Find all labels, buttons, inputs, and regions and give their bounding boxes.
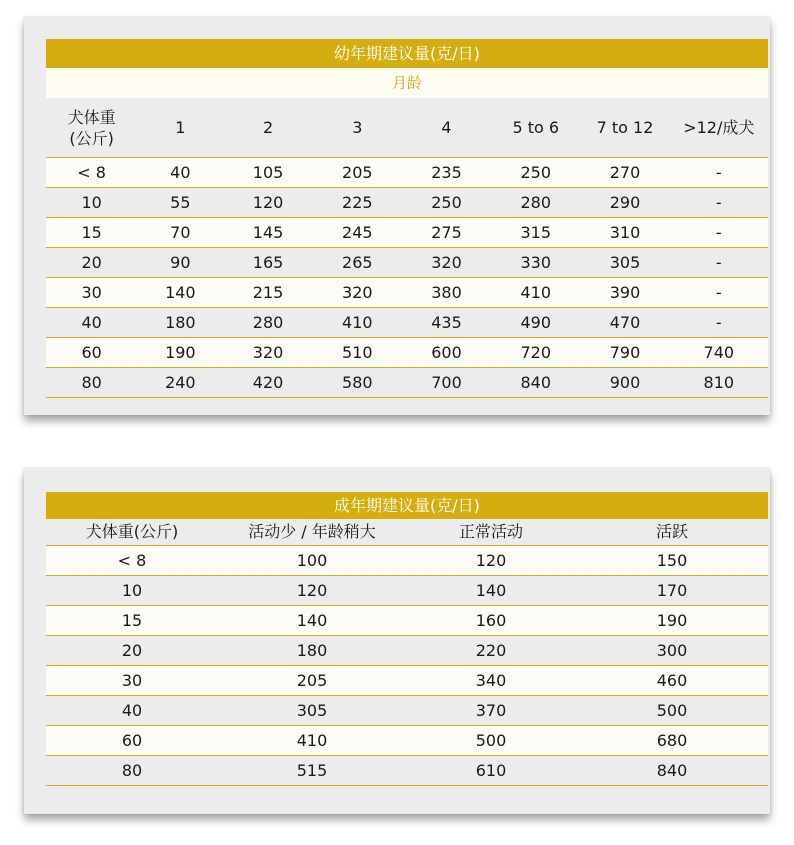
amount-cell: 840 — [491, 368, 580, 398]
weight-cell: 20 — [46, 248, 137, 278]
table-row — [46, 188, 768, 218]
weight-cell: 10 — [46, 576, 218, 606]
amount-cell: 235 — [402, 158, 491, 188]
table-row — [46, 546, 768, 576]
table-row — [46, 696, 768, 726]
amount-cell: 305 — [580, 248, 669, 278]
table-row — [46, 158, 768, 188]
table-row — [46, 636, 768, 666]
amount-cell: 340 — [406, 666, 576, 696]
amount-cell: 370 — [406, 696, 576, 726]
adult-feeding-card — [24, 468, 770, 814]
amount-cell: 315 — [491, 218, 580, 248]
amount-cell: 120 — [406, 546, 576, 576]
amount-cell: 70 — [137, 218, 223, 248]
weight-cell: 80 — [46, 756, 218, 786]
amount-cell: 265 — [313, 248, 402, 278]
weight-cell: 10 — [46, 188, 137, 218]
amount-cell: - — [670, 188, 768, 218]
amount-cell: 680 — [576, 726, 768, 756]
table-row — [46, 368, 768, 398]
table-row — [46, 726, 768, 756]
amount-cell: 410 — [491, 278, 580, 308]
weight-cell: < 8 — [46, 546, 218, 576]
amount-cell: 380 — [402, 278, 491, 308]
amount-cell: 300 — [576, 636, 768, 666]
amount-cell: 390 — [580, 278, 669, 308]
amount-cell: 270 — [580, 158, 669, 188]
amount-cell: 320 — [313, 278, 402, 308]
puppy-table-title: 幼年期建议量(克/日) — [46, 39, 768, 68]
amount-cell: 610 — [406, 756, 576, 786]
weight-cell: 40 — [46, 308, 137, 338]
amount-cell: 410 — [218, 726, 406, 756]
amount-cell: - — [670, 218, 768, 248]
weight-cell: 60 — [46, 726, 218, 756]
weight-cell: 20 — [46, 636, 218, 666]
amount-cell: 145 — [223, 218, 312, 248]
column-header: 活动少 / 年龄稍大 — [248, 522, 376, 541]
amount-cell: - — [670, 248, 768, 278]
amount-cell: 580 — [313, 368, 402, 398]
age-months-label: 月龄 — [46, 68, 768, 98]
amount-cell: - — [670, 278, 768, 308]
table-row — [46, 666, 768, 696]
weight-cell: 60 — [46, 338, 137, 368]
column-header: 1 — [175, 118, 186, 137]
puppy-feeding-table — [46, 98, 768, 398]
amount-cell: 460 — [576, 666, 768, 696]
amount-cell: 225 — [313, 188, 402, 218]
weight-cell: 40 — [46, 696, 218, 726]
amount-cell: 220 — [406, 636, 576, 666]
table-row — [46, 218, 768, 248]
amount-cell: 140 — [218, 606, 406, 636]
weight-cell: 30 — [46, 666, 218, 696]
amount-cell: 170 — [576, 576, 768, 606]
amount-cell: 330 — [491, 248, 580, 278]
puppy-header-row — [46, 98, 768, 158]
table-row — [46, 308, 768, 338]
weight-cell: 80 — [46, 368, 137, 398]
amount-cell: 515 — [218, 756, 406, 786]
weight-cell: 15 — [46, 218, 137, 248]
amount-cell: 320 — [223, 338, 312, 368]
adult-header-row — [46, 519, 768, 546]
amount-cell: 510 — [313, 338, 402, 368]
amount-cell: 120 — [218, 576, 406, 606]
amount-cell: 250 — [491, 158, 580, 188]
amount-cell: 305 — [218, 696, 406, 726]
amount-cell: 490 — [491, 308, 580, 338]
amount-cell: 790 — [580, 338, 669, 368]
table-row — [46, 606, 768, 636]
column-header: 2 — [262, 118, 274, 137]
amount-cell: 275 — [402, 218, 491, 248]
amount-cell: 100 — [218, 546, 406, 576]
amount-cell: 500 — [576, 696, 768, 726]
weight-cell: 15 — [46, 606, 218, 636]
column-header: 活跃 — [655, 522, 688, 541]
column-header: 正常活动 — [458, 522, 523, 541]
column-header: 3 — [352, 118, 363, 137]
amount-cell: 250 — [402, 188, 491, 218]
amount-cell: 500 — [406, 726, 576, 756]
weight-cell: < 8 — [46, 158, 137, 188]
amount-cell: 40 — [137, 158, 223, 188]
table-row — [46, 248, 768, 278]
column-header: >12/成犬 — [683, 118, 755, 137]
amount-cell: 240 — [137, 368, 223, 398]
amount-cell: 900 — [580, 368, 669, 398]
amount-cell: 740 — [670, 338, 768, 368]
table-row — [46, 756, 768, 786]
amount-cell: 165 — [223, 248, 312, 278]
amount-cell: 310 — [580, 218, 669, 248]
amount-cell: 150 — [576, 546, 768, 576]
amount-cell: 180 — [137, 308, 223, 338]
table-row — [46, 576, 768, 606]
amount-cell: 435 — [402, 308, 491, 338]
amount-cell: 810 — [670, 368, 768, 398]
amount-cell: 190 — [137, 338, 223, 368]
table-row — [46, 338, 768, 368]
amount-cell: 160 — [406, 606, 576, 636]
column-header: 4 — [441, 118, 452, 137]
amount-cell: 320 — [402, 248, 491, 278]
column-header: 犬体重 (公斤) — [67, 107, 116, 148]
amount-cell: 410 — [313, 308, 402, 338]
amount-cell: 205 — [313, 158, 402, 188]
amount-cell: 105 — [223, 158, 312, 188]
adult-table-body — [46, 546, 768, 786]
amount-cell: 180 — [218, 636, 406, 666]
puppy-feeding-card — [24, 17, 770, 415]
amount-cell: 55 — [137, 188, 223, 218]
amount-cell: 840 — [576, 756, 768, 786]
amount-cell: - — [670, 158, 768, 188]
column-header: 5 to 6 — [512, 118, 560, 137]
column-header: 7 to 12 — [596, 118, 654, 137]
amount-cell: 280 — [491, 188, 580, 218]
amount-cell: - — [670, 308, 768, 338]
amount-cell: 90 — [137, 248, 223, 278]
amount-cell: 420 — [223, 368, 312, 398]
column-header: 犬体重(公斤) — [85, 522, 179, 541]
amount-cell: 140 — [137, 278, 223, 308]
puppy-table-body — [46, 158, 768, 398]
adult-table-title: 成年期建议量(克/日) — [46, 492, 768, 519]
amount-cell: 120 — [223, 188, 312, 218]
amount-cell: 215 — [223, 278, 312, 308]
weight-cell: 30 — [46, 278, 137, 308]
adult-feeding-table — [46, 519, 768, 786]
table-row — [46, 278, 768, 308]
amount-cell: 140 — [406, 576, 576, 606]
amount-cell: 720 — [491, 338, 580, 368]
amount-cell: 190 — [576, 606, 768, 636]
amount-cell: 290 — [580, 188, 669, 218]
amount-cell: 700 — [402, 368, 491, 398]
amount-cell: 470 — [580, 308, 669, 338]
amount-cell: 205 — [218, 666, 406, 696]
amount-cell: 245 — [313, 218, 402, 248]
amount-cell: 280 — [223, 308, 312, 338]
amount-cell: 600 — [402, 338, 491, 368]
